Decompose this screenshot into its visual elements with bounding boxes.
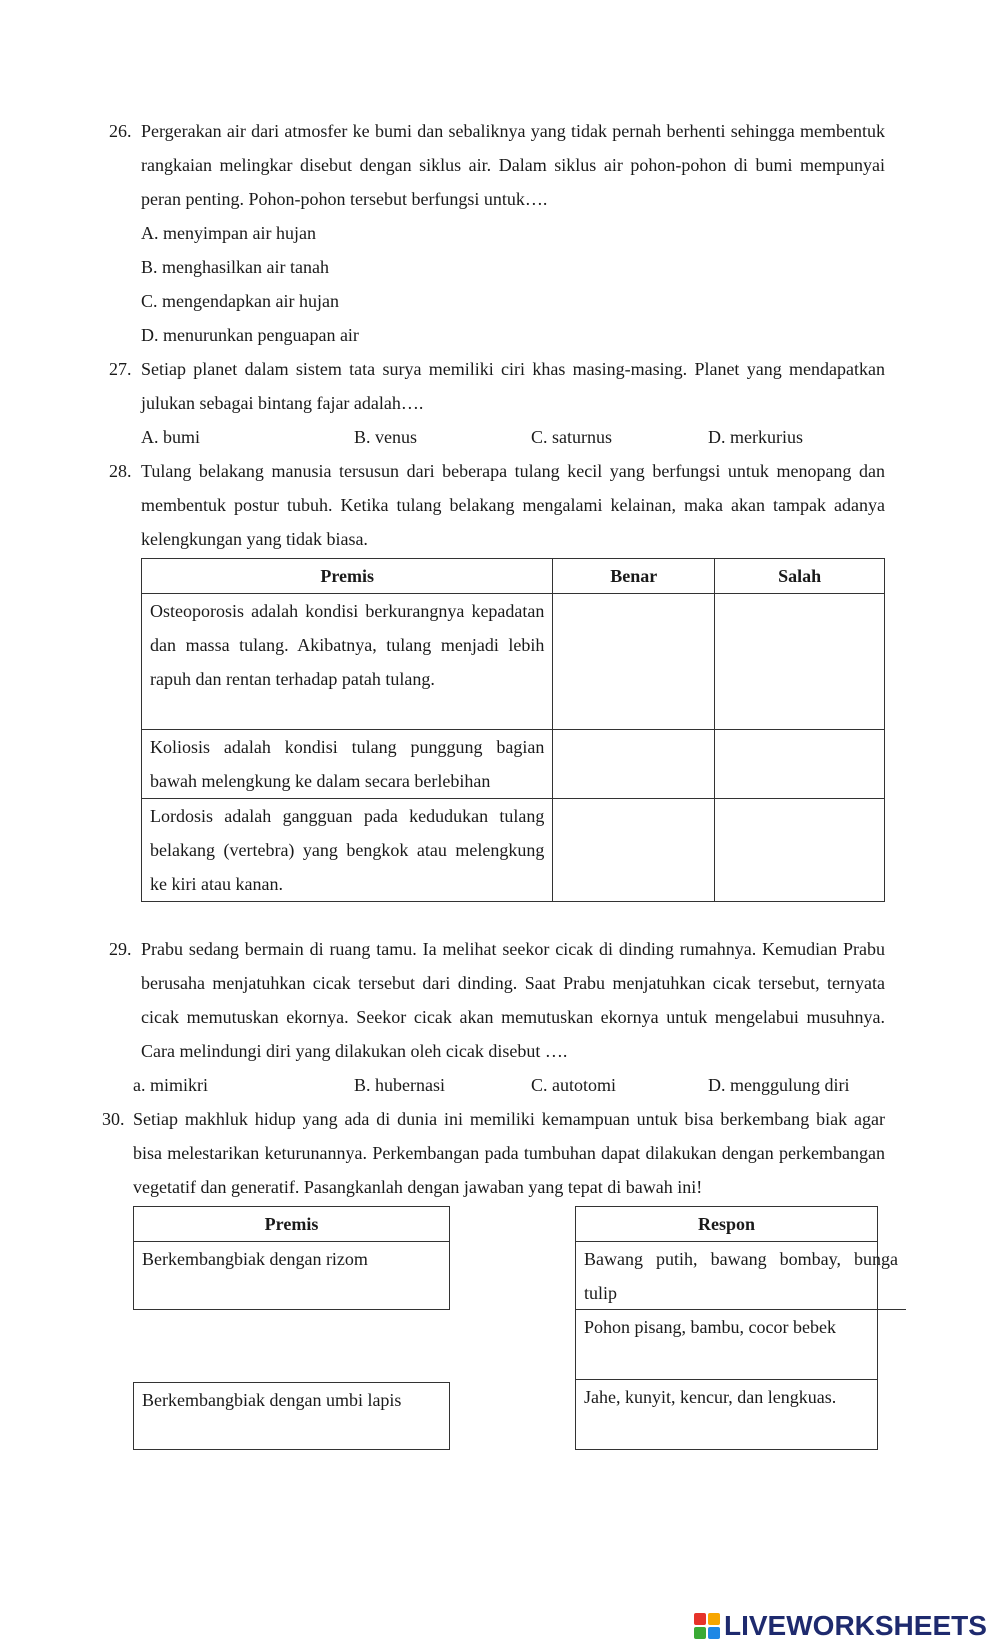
logo-mark-icon [694,1613,720,1639]
true-false-table [141,558,885,902]
respon-item[interactable]: Jahe, kunyit, kencur, dan lengkuas. [584,1387,837,1407]
option-b[interactable]: B. hubernasi [354,1075,445,1095]
premis-box-2[interactable] [133,1382,450,1450]
column-header-premis: Premis [142,559,553,594]
benar-cell[interactable] [553,799,715,902]
option-b[interactable]: B. menghasilkan air tanah [141,257,329,277]
question-number: 29. [109,939,132,959]
premis-cell: Koliosis adalah kondisi tulang punggung bagian bawah melengkung ke dalam secara berlebihan [142,730,553,799]
option-d[interactable]: D. menurunkan penguapan air [141,325,359,345]
salah-cell[interactable] [715,594,885,730]
column-header-salah: Salah [715,559,885,594]
premis-cell: Osteoporosis adalah kondisi berkurangnya kepadatan dan massa tulang. Akibatnya, tulang menjadi lebih rapuh dan rentan terhadap patah tulang. [142,594,553,730]
table-row [142,799,885,902]
table-row [142,730,885,799]
option-c[interactable]: C. mengendapkan air hujan [141,291,339,311]
respon-header: Respon [576,1207,877,1242]
option-a[interactable]: a. mimikri [133,1075,208,1095]
premis-box-1 [133,1206,450,1310]
option-d[interactable]: D. menggulung diri [708,1075,850,1095]
option-c[interactable]: C. saturnus [531,427,612,447]
logo-text: LIVEWORKSHEETS [724,1610,987,1641]
benar-cell[interactable] [553,594,715,730]
question-number: 26. [109,121,132,141]
question-text: Setiap makhluk hidup yang ada di dunia ini memiliki kemampuan untuk bisa berkembang biak agar bisa melestarikan keturunannya. Perkembangan pada tumbuhan dapat dilakukan dengan perkembangan vegetatif dan generatif. Pasangkanlah dengan jawaban yang tepat di bawah ini! [133,1109,885,1197]
table-row [142,594,885,730]
respon-box [575,1206,898,1450]
option-b[interactable]: B. venus [354,427,417,447]
benar-cell[interactable] [553,730,715,799]
question-number: 27. [109,359,132,379]
salah-cell[interactable] [715,730,885,799]
premis-header: Premis [134,1207,449,1242]
question-text: Pergerakan air dari atmosfer ke bumi dan sebaliknya yang tidak pernah berhenti sehingga membentuk rangkaian melingkar disebut dengan siklus air. Dalam siklus air pohon-pohon di bumi mempunyai peran penting. Pohon-pohon tersebut berfungsi untuk…. [141,121,885,209]
question-number: 30. [102,1109,125,1129]
option-a[interactable]: A. menyimpan air hujan [141,223,316,243]
table-header-row [142,559,885,594]
question-text: Prabu sedang bermain di ruang tamu. Ia melihat seekor cicak di dinding rumahnya. Kemudian Prabu berusaha menjatuhkan cicak tersebut dari dinding. Saat Prabu menjatuhkan cicak tersebut, ternyata cicak memutuskan ekornya. Seekor cicak akan memutuskan ekornya untuk mengelabui musuhnya. Cara melindungi diri yang dilakukan oleh cicak disebut …. [141,939,885,1061]
respon-item[interactable]: Pohon pisang, bambu, cocor bebek [576,1310,877,1380]
premis-cell: Lordosis adalah gangguan pada kedudukan tulang belakang (vertebra) yang bengkok atau melengkung ke kiri atau kanan. [142,799,553,902]
question-text: Setiap planet dalam sistem tata surya memiliki ciri khas masing-masing. Planet yang mendapatkan julukan sebagai bintang fajar adalah…. [141,359,885,413]
question-text: Tulang belakang manusia tersusun dari beberapa tulang kecil yang berfungsi untuk menopang dan membentuk postur tubuh. Ketika tulang belakang mengalami kelainan, maka akan tampak adanya kelengkungan yang tidak biasa. [141,461,885,549]
premis-item[interactable]: Berkembangbiak dengan umbi lapis [142,1390,402,1410]
salah-cell[interactable] [715,799,885,902]
liveworksheets-logo [694,1610,987,1642]
option-d[interactable]: D. merkurius [708,427,803,447]
premis-item[interactable]: Berkembangbiak dengan rizom [142,1249,368,1269]
respon-item[interactable]: Bawang putih, bawang bombay, bunga tulip [576,1242,906,1310]
option-a[interactable]: A. bumi [141,427,201,447]
column-header-benar: Benar [553,559,715,594]
option-c[interactable]: C. autotomi [531,1075,616,1095]
question-number: 28. [109,461,132,481]
